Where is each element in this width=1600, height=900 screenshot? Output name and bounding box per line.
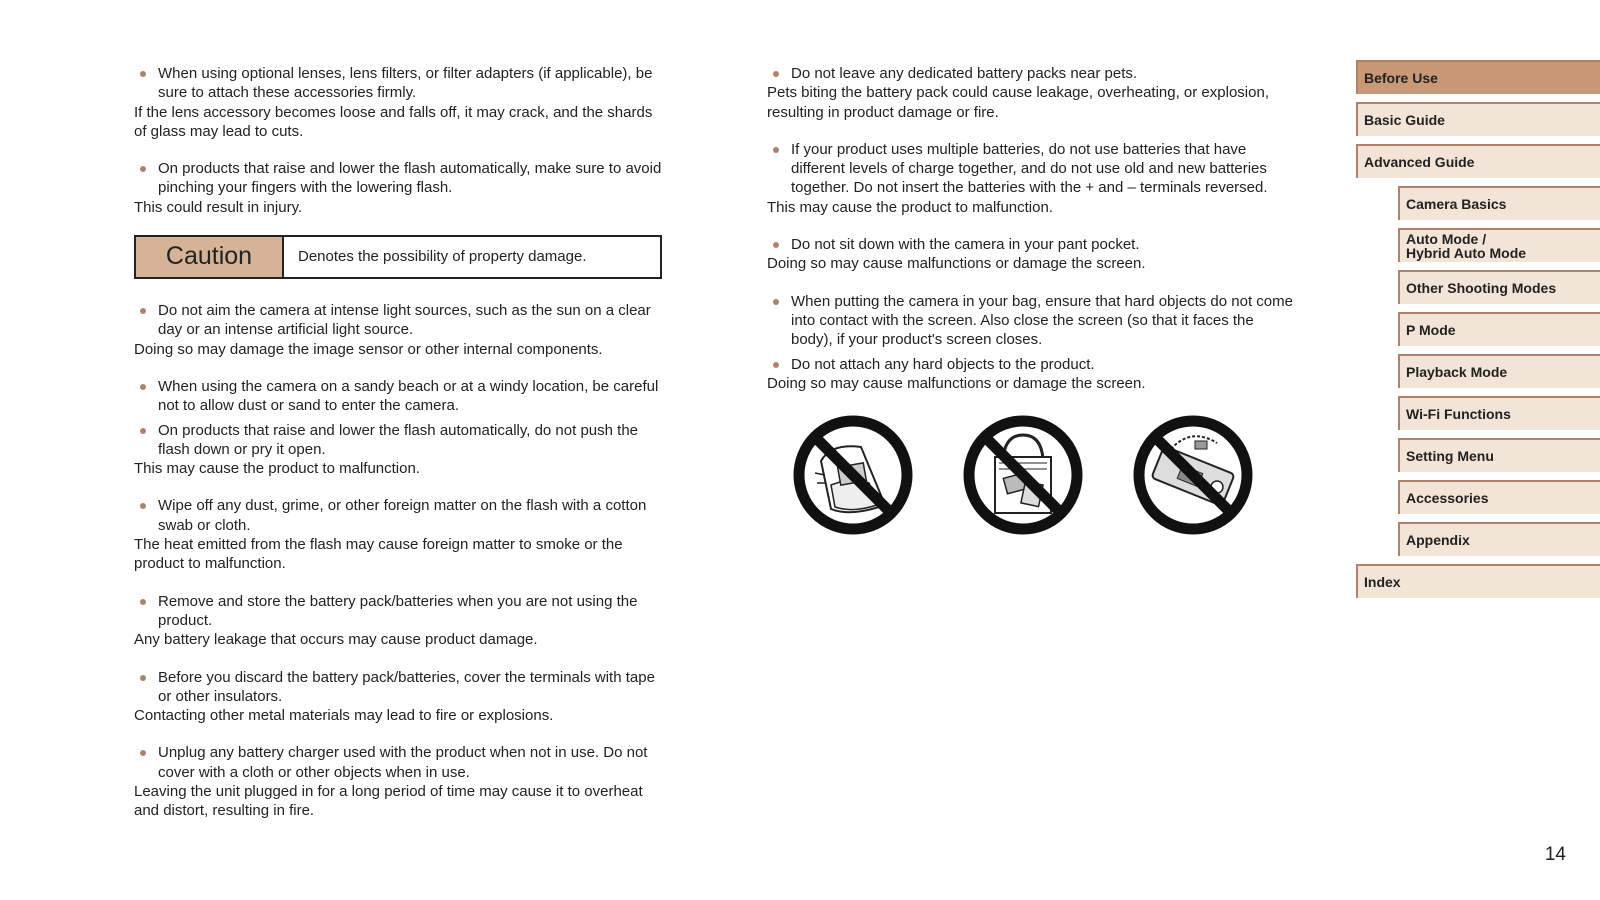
tab-other-shooting-modes[interactable] [1398, 270, 1600, 304]
tab-p-mode[interactable] [1398, 312, 1600, 346]
bullet-text: Do not attach any hard objects to the product. [767, 355, 1297, 374]
note-text: Leaving the unit plugged in for a long period of time may cause it to overheat and distort, resulting in fire. [134, 783, 643, 820]
list-item [134, 421, 662, 479]
bullet-text: When putting the camera in your bag, ensure that hard objects do not come into contact with the screen. Also close the screen (so that it faces the body), if your product's screen closes. [767, 292, 1297, 350]
no-hard-objects-attached-icon [1131, 413, 1255, 537]
bullet-text: Do not aim the camera at intense light sources, such as the sun on a clear day or an intense artificial light source. [134, 301, 662, 340]
tab-index[interactable] [1356, 564, 1600, 598]
tab-appendix[interactable] [1398, 522, 1600, 556]
tab-before-use[interactable] [1356, 60, 1600, 94]
tab-playback-mode[interactable] [1398, 354, 1600, 388]
note-text: Doing so may damage the image sensor or other internal components. [134, 340, 603, 358]
tab-label: Wi-Fi Functions [1406, 406, 1511, 422]
note-text: Doing so may cause malfunctions or damage the screen. [767, 255, 1146, 273]
tab-label: Auto Mode / [1406, 231, 1487, 247]
tab-label: Appendix [1406, 532, 1470, 548]
tab-label: P Mode [1406, 322, 1456, 338]
caution-box [134, 235, 662, 279]
tab-label: Setting Menu [1406, 448, 1494, 464]
bullet-text: If your product uses multiple batteries, do not use batteries that have different levels of charge together, and do not use old and new batteries together. Do not insert the batteries with the + and – terminals reversed. [767, 140, 1297, 198]
tab-label: Hybrid Auto Mode [1406, 245, 1527, 261]
bullet-text: Unplug any battery charger used with the product when not in use. Do not cover with a cloth or other objects when in use. [134, 743, 662, 782]
caution-label: Caution [136, 237, 284, 277]
tab-label: Index [1364, 574, 1401, 590]
list-item [134, 64, 662, 141]
prohibition-icons [767, 413, 1297, 543]
tab-camera-basics[interactable] [1398, 186, 1600, 220]
section-navigation [1356, 0, 1600, 900]
tab-label: Advanced Guide [1364, 154, 1475, 170]
bullet-text: Remove and store the battery pack/batteries when you are not using the product. [134, 592, 662, 631]
list-item [767, 64, 1297, 122]
note-text: This could result in injury. [134, 198, 303, 216]
left-column [134, 64, 662, 839]
bullet-text: When using the camera on a sandy beach or at a windy location, be careful not to allow dust or sand to enter the camera. [134, 377, 662, 416]
tab-wifi-functions[interactable] [1398, 396, 1600, 430]
list-item [134, 592, 662, 650]
no-camera-in-bag-icon [961, 413, 1085, 537]
bullet-text: Before you discard the battery pack/batteries, cover the terminals with tape or other insulators. [134, 668, 662, 707]
list-item [134, 159, 662, 217]
tab-label: Playback Mode [1406, 364, 1508, 380]
bullet-text: When using optional lenses, lens filters, or filter adapters (if applicable), be sure to attach these accessories firmly. [134, 64, 662, 103]
list-item [767, 292, 1297, 350]
list-item [767, 235, 1297, 274]
tab-label: Accessories [1406, 490, 1489, 506]
note-text: This may cause the product to malfunction. [134, 460, 420, 478]
no-camera-in-pocket-icon [791, 413, 915, 537]
bullet-text: Wipe off any dust, grime, or other foreign matter on the flash with a cotton swab or cloth. [134, 496, 662, 535]
tab-setting-menu[interactable] [1398, 438, 1600, 472]
page-number: 14 [1544, 844, 1566, 865]
bullet-text: Do not sit down with the camera in your pant pocket. [767, 235, 1297, 254]
right-column [767, 64, 1297, 543]
list-item [134, 301, 662, 359]
note-text: The heat emitted from the flash may cause foreign matter to smoke or the product to malfunction. [134, 536, 623, 573]
bullet-text: On products that raise and lower the flash automatically, do not push the flash down or pry it open. [134, 421, 662, 460]
tab-label: Other Shooting Modes [1406, 280, 1557, 296]
tab-label: Basic Guide [1364, 112, 1445, 128]
list-item [134, 668, 662, 726]
tab-basic-guide[interactable] [1356, 102, 1600, 136]
list-item [767, 140, 1297, 217]
tab-accessories[interactable] [1398, 480, 1600, 514]
note-text: Doing so may cause malfunctions or damage the screen. [767, 374, 1146, 392]
note-text: Contacting other metal materials may lead to fire or explosions. [134, 707, 554, 725]
note-text: Pets biting the battery pack could cause leakage, overheating, or explosion, resulting in product damage or fire. [767, 84, 1269, 121]
caution-description: Denotes the possibility of property damage. [298, 248, 587, 266]
note-text: This may cause the product to malfunction. [767, 198, 1053, 216]
tab-auto-mode[interactable] [1398, 228, 1600, 262]
list-item [134, 377, 662, 416]
note-text: If the lens accessory becomes loose and falls off, it may crack, and the shards of glass may lead to cuts. [134, 103, 653, 140]
tab-label: Camera Basics [1406, 196, 1507, 212]
list-item [134, 496, 662, 573]
note-text: Any battery leakage that occurs may cause product damage. [134, 631, 538, 649]
bullet-text: On products that raise and lower the flash automatically, make sure to avoid pinching your fingers with the lowering flash. [134, 159, 662, 198]
tab-label: Before Use [1364, 70, 1438, 86]
bullet-text: Do not leave any dedicated battery packs near pets. [767, 64, 1297, 83]
list-item [767, 355, 1297, 394]
tab-advanced-guide[interactable] [1356, 144, 1600, 178]
list-item [134, 743, 662, 820]
